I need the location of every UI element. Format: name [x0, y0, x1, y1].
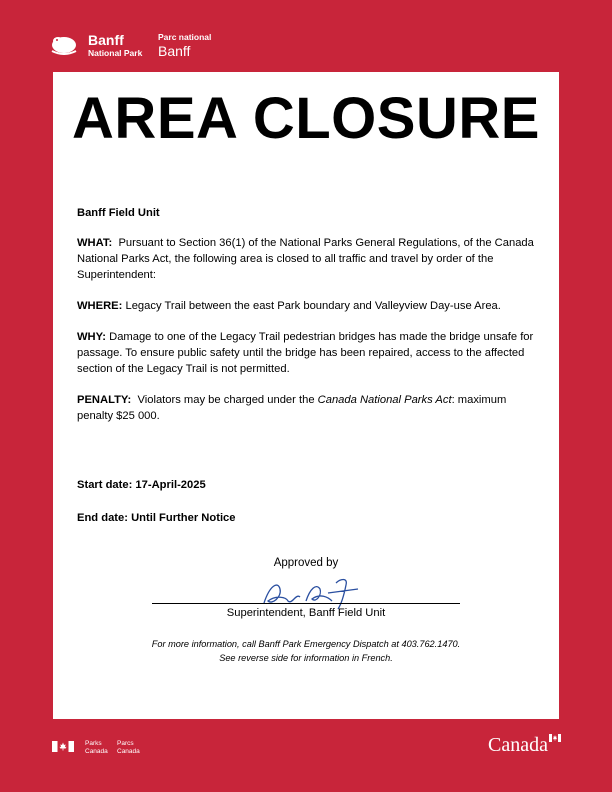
- start-date: Start date: 17-April-2025: [77, 479, 206, 491]
- end-date: End date: Until Further Notice: [77, 512, 236, 524]
- signatory-title: Superintendent, Banff Field Unit: [226, 607, 386, 619]
- brand-fr-subtitle: Parc national: [158, 32, 212, 42]
- canada-wordmark-icon: Canada: [488, 734, 548, 756]
- where-label: WHERE:: [77, 300, 123, 312]
- what-text: Pursuant to Section 36(1) of the National Parks General Regulations, of the Canada National Parks Act, the following area is closed to all traffic and travel by order of the Superintendent:: [77, 237, 534, 281]
- why-section: [77, 329, 539, 377]
- penalty-text-before: Violators may be charged under the: [137, 394, 315, 406]
- penalty-section: [77, 392, 539, 424]
- brand-en: [88, 33, 142, 58]
- brand-fr-name: Banff: [158, 42, 191, 59]
- notice-panel: [53, 72, 559, 719]
- where-section: [77, 298, 539, 314]
- what-section: [77, 235, 539, 283]
- notice-body: [77, 205, 539, 439]
- fip-fr-line2: Canada: [117, 747, 140, 755]
- wordmark-flag-icon: [549, 734, 561, 742]
- contact-info: [53, 637, 559, 665]
- brand-en-subtitle: National Park: [88, 48, 143, 58]
- header: [0, 0, 612, 72]
- penalty-text-after: : maximum penalty $25 000.: [77, 394, 507, 422]
- notice-title: AREA CLOSURE: [72, 86, 540, 151]
- fip-fr-line1: Parcs: [117, 740, 134, 747]
- fip-en: [85, 740, 108, 755]
- what-label: WHAT:: [77, 237, 113, 249]
- signature-line: [152, 603, 460, 604]
- approved-by: Approved by: [273, 557, 339, 569]
- fip-en-line2: Canada: [85, 747, 108, 755]
- brand-en-name: Banff: [88, 32, 124, 48]
- brand-fr: [158, 33, 211, 58]
- contact-info-line2: See reverse side for information in French.: [219, 653, 393, 663]
- penalty-label: PENALTY:: [77, 394, 132, 406]
- fip-en-line1: Parks: [85, 740, 102, 747]
- contact-info-line1: For more information, call Banff Park Emergency Dispatch at 403.762.1470.: [151, 639, 461, 649]
- beaver-logo-icon: [49, 33, 79, 55]
- canada-flag-icon: [52, 741, 74, 752]
- why-label: WHY:: [77, 331, 106, 343]
- fip-fr: [117, 740, 140, 755]
- why-text: Damage to one of the Legacy Trail pedestrian bridges has made the bridge unsafe for passage. To ensure public safety until the bridge has been repaired, access to the affected section of the Legacy Trail is not permitted.: [77, 331, 534, 375]
- penalty-act: Canada National Parks Act: [317, 394, 452, 406]
- signature-icon: [258, 575, 368, 611]
- field-unit: Banff Field Unit: [77, 207, 160, 219]
- where-text: Legacy Trail between the east Park boundary and Valleyview Day-use Area.: [125, 300, 501, 312]
